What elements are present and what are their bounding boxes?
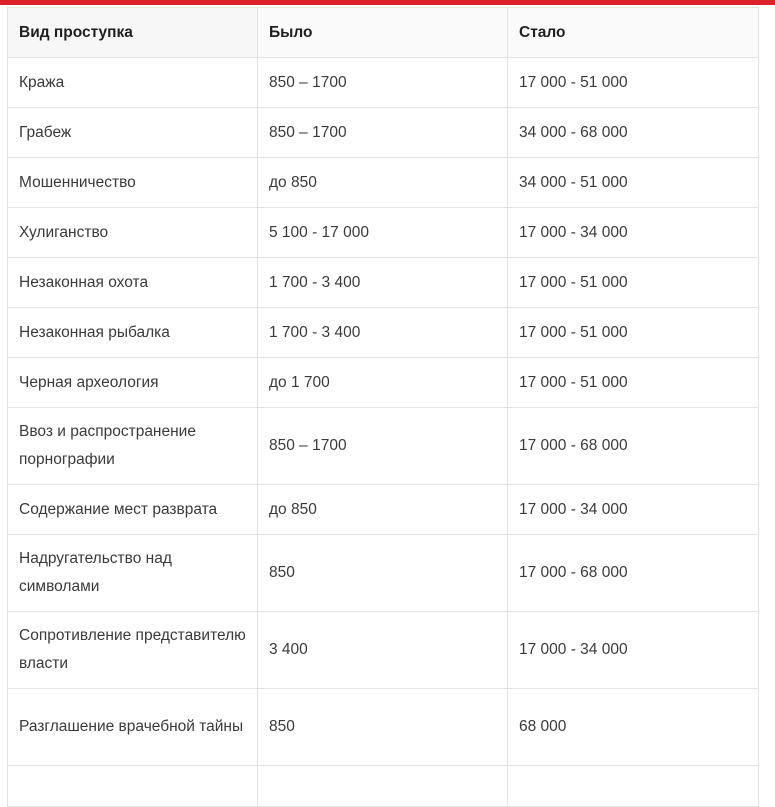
cell-now: 17 000 - 51 000 — [508, 258, 759, 308]
cell-offense: Ввоз и распространение порнографии — [8, 408, 258, 485]
cell-was: 850 – 1700 — [258, 408, 508, 485]
cell-was: до 1 700 — [258, 358, 508, 408]
cell-offense — [8, 766, 258, 807]
cell-offense: Сопротивление представителю власти — [8, 612, 258, 689]
cell-offense: Черная археология — [8, 358, 258, 408]
table-row — [8, 158, 759, 208]
cell-offense: Незаконная рыбалка — [8, 308, 258, 358]
table-row — [8, 208, 759, 258]
cell-offense: Содержание мест разврата — [8, 485, 258, 535]
table-row — [8, 258, 759, 308]
table-row — [8, 766, 759, 807]
cell-now: 17 000 - 68 000 — [508, 535, 759, 612]
cell-was: 3 400 — [258, 612, 508, 689]
fines-table — [7, 7, 759, 807]
cell-now: 17 000 - 51 000 — [508, 308, 759, 358]
cell-now: 68 000 — [508, 689, 759, 766]
table-row — [8, 408, 759, 485]
cell-was: 850 – 1700 — [258, 58, 508, 108]
cell-now: 17 000 - 51 000 — [508, 358, 759, 408]
table-row — [8, 689, 759, 766]
cell-was: до 850 — [258, 158, 508, 208]
table-row — [8, 612, 759, 689]
cell-was: 850 — [258, 689, 508, 766]
cell-offense: Мошенничество — [8, 158, 258, 208]
cell-now — [508, 766, 759, 807]
cell-now: 17 000 - 68 000 — [508, 408, 759, 485]
cell-offense: Незаконная охота — [8, 258, 258, 308]
cell-was — [258, 766, 508, 807]
fines-table-container — [7, 7, 758, 807]
cell-offense: Хулиганство — [8, 208, 258, 258]
accent-bar — [0, 0, 775, 5]
cell-now: 34 000 - 51 000 — [508, 158, 759, 208]
header-now: Стало — [508, 8, 759, 58]
cell-was: до 850 — [258, 485, 508, 535]
cell-now: 17 000 - 34 000 — [508, 208, 759, 258]
cell-offense: Кража — [8, 58, 258, 108]
table-row — [8, 108, 759, 158]
cell-was: 850 – 1700 — [258, 108, 508, 158]
cell-was: 5 100 - 17 000 — [258, 208, 508, 258]
cell-offense: Разглашение врачебной тайны — [8, 689, 258, 766]
header-offense-type: Вид проступка — [8, 8, 258, 58]
cell-now: 17 000 - 51 000 — [508, 58, 759, 108]
table-header-row — [8, 8, 759, 58]
cell-was: 850 — [258, 535, 508, 612]
cell-was: 1 700 - 3 400 — [258, 258, 508, 308]
table-row — [8, 308, 759, 358]
cell-now: 17 000 - 34 000 — [508, 485, 759, 535]
table-row — [8, 58, 759, 108]
header-was: Было — [258, 8, 508, 58]
table-row — [8, 358, 759, 408]
cell-offense: Надругательство над символами — [8, 535, 258, 612]
cell-now: 17 000 - 34 000 — [508, 612, 759, 689]
table-row — [8, 485, 759, 535]
cell-now: 34 000 - 68 000 — [508, 108, 759, 158]
cell-offense: Грабеж — [8, 108, 258, 158]
cell-was: 1 700 - 3 400 — [258, 308, 508, 358]
table-row — [8, 535, 759, 612]
